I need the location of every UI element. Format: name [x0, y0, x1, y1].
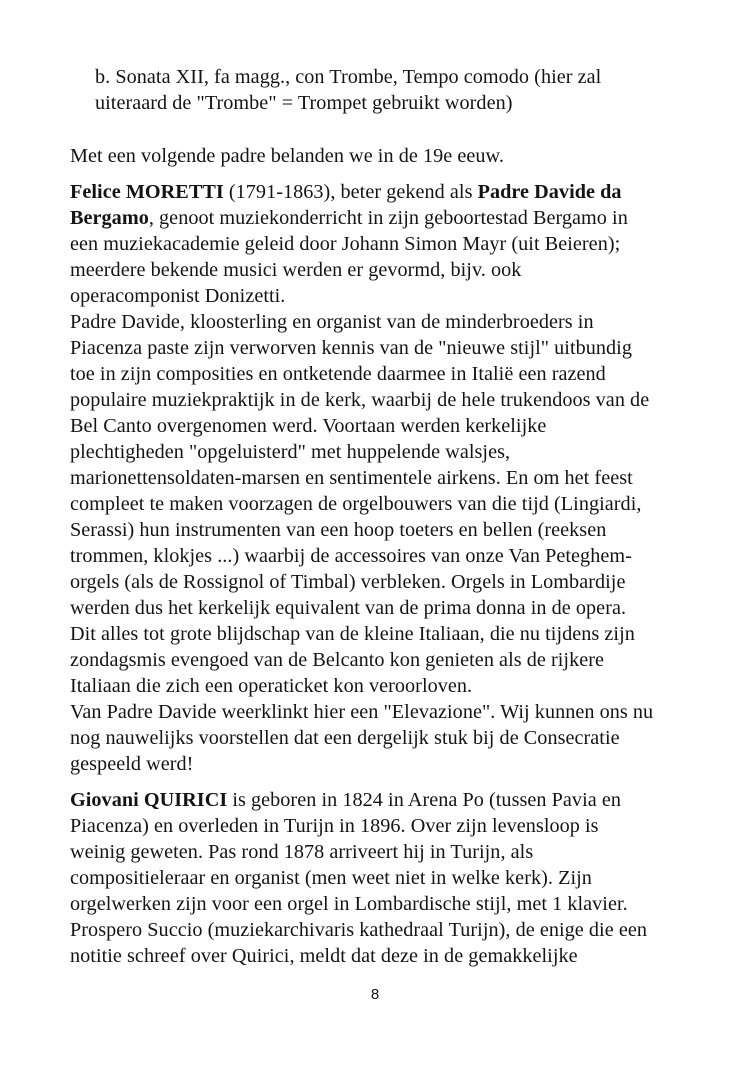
moretti-line: populaire muziekpraktijk in de kerk, waarbij de hele trukendoos van de	[70, 389, 650, 411]
quirici-line-1: Giovani QUIRICI is geboren in 1824 in Arena Po (tussen Pavia en	[70, 789, 621, 811]
moretti-line-1: Felice MORETTI (1791-1863), beter gekend als Padre Davide da	[70, 181, 622, 203]
moretti-line: gespeeld werd!	[70, 753, 194, 775]
sonata-line-1: b. Sonata XII, fa magg., con Trombe, Tempo comodo (hier zal	[95, 66, 602, 88]
moretti-line: toe in zijn composities en ontketende daarmee in Italië een razend	[70, 363, 606, 385]
moretti-line: marionettensoldaten-marsen en sentimentele airkens. En om het feest	[70, 467, 633, 489]
moretti-line: nog nauwelijks voorstellen dat een dergelijk stuk bij de Consecratie	[70, 727, 620, 749]
moretti-line: operacomponist Donizetti.	[70, 285, 286, 307]
moretti-line: Serassi) hun instrumenten van een hoop toeters en bellen (reeksen	[70, 519, 607, 541]
moretti-alias-cont: Bergamo	[70, 207, 149, 229]
moretti-line: meerdere bekende musici werden er gevormd, bijv. ook	[70, 259, 522, 281]
quirici-line: Piacenza) en overleden in Turijn in 1896. Over zijn levensloop is	[70, 815, 599, 837]
moretti-line: Van Padre Davide weerklinkt hier een "Elevazione". Wij kunnen ons nu	[70, 701, 654, 723]
sonata-line-2: uiteraard de "Trombe" = Trompet gebruikt worden)	[95, 92, 513, 114]
moretti-line: Italiaan die zich een operaticket kon veroorloven.	[70, 675, 473, 697]
moretti-line: Bel Canto overgenomen werd. Voortaan werden kerkelijke	[70, 415, 547, 437]
page-number: 8	[370, 986, 380, 1003]
moretti-line: plechtigheden "opgeluisterd" met huppelende walsjes,	[70, 441, 511, 463]
quirici-line: orgelwerken zijn voor een orgel in Lombardische stijl, met 1 klavier.	[70, 893, 628, 915]
moretti-line: Piacenza paste zijn verworven kennis van de "nieuwe stijl" uitbundig	[70, 337, 632, 359]
moretti-line: trommen, klokjes ...) waarbij de accessoires van onze Van Peteghem-	[70, 545, 632, 567]
moretti-line: een muziekacademie geleid door Johann Simon Mayr (uit Beieren);	[70, 233, 621, 255]
moretti-line: orgels (als de Rossignol of Timbal) verbleken. Orgels in Lombardije	[70, 571, 626, 593]
moretti-line: werden dus het kerkelijk equivalent van de prima donna in de opera.	[70, 597, 627, 619]
moretti-line-2: Bergamo, genoot muziekonderricht in zijn geboortestad Bergamo in	[70, 207, 628, 229]
quirici-line: weinig geweten. Pas rond 1878 arriveert hij in Turijn, als	[70, 841, 534, 863]
moretti-line: compleet te maken voorzagen de orgelbouwers van die tijd (Lingiardi,	[70, 493, 642, 515]
quirici-line: Prospero Succio (muziekarchivaris kathedraal Turijn), de enige die een	[70, 919, 647, 941]
moretti-line: zondagsmis evengoed van de Belcanto kon genieten als de rijkere	[70, 649, 605, 671]
intro-paragraph: Met een volgende padre belanden we in de 19e eeuw.	[70, 145, 504, 167]
moretti-line: Dit alles tot grote blijdschap van de kleine Italiaan, die nu tijdens zijn	[70, 623, 635, 645]
moretti-alias: Padre Davide da	[477, 181, 622, 203]
moretti-name: Felice MORETTI	[70, 181, 224, 203]
quirici-line: compositieleraar en organist (men weet niet in welke kerk). Zijn	[70, 867, 592, 889]
quirici-line: notitie schreef over Quirici, meldt dat deze in de gemakkelijke	[70, 945, 578, 967]
quirici-name: Giovani QUIRICI	[70, 789, 228, 811]
moretti-line: Padre Davide, kloosterling en organist van de minderbroeders in	[70, 311, 594, 333]
